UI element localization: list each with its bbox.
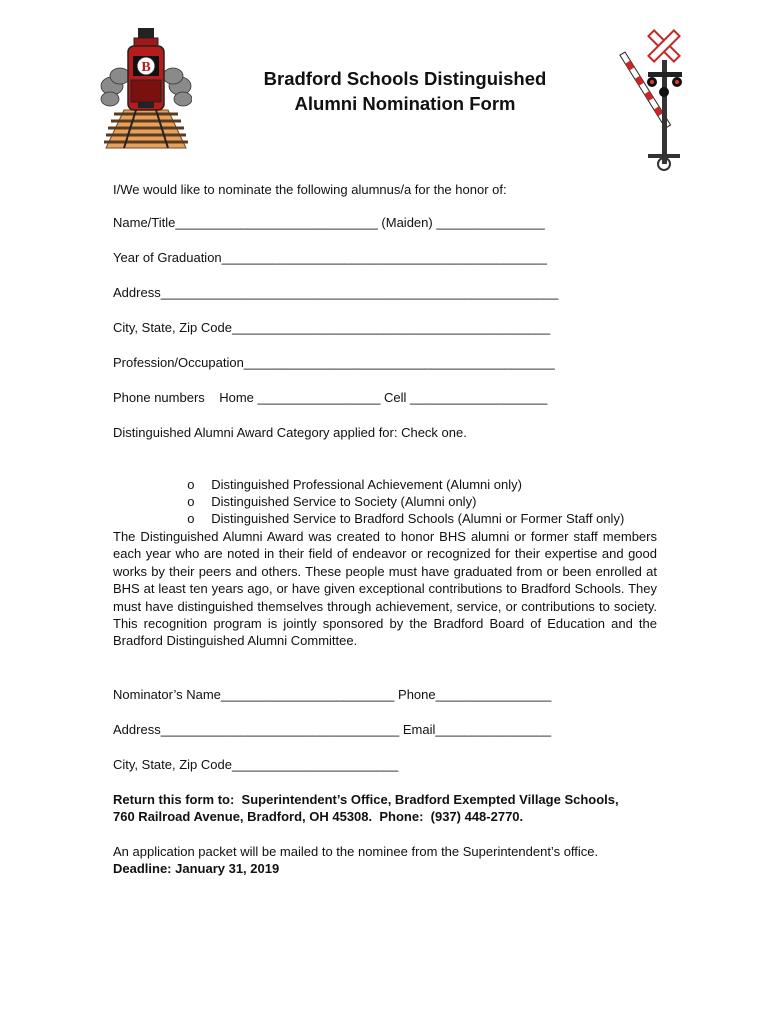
profession-field[interactable]: Profession/Occupation___________________________________________ (113, 355, 555, 370)
railroad-crossing-icon (588, 26, 698, 179)
checkbox-bullet[interactable]: o (187, 511, 195, 526)
nominator-name-phone-field[interactable]: Nominator’s Name________________________ Phone________________ (113, 687, 552, 702)
option-label: Distinguished Service to Society (Alumni only) (211, 494, 477, 509)
logo-letter: B (141, 60, 151, 75)
return-info-line-2: 760 Railroad Avenue, Bradford, OH 45308. Phone: (937) 448-2770. (113, 809, 524, 824)
year-graduation-field[interactable]: Year of Graduation_____________________________________________ (113, 250, 548, 265)
option-service-to-bradford[interactable] (180, 493, 624, 527)
nominator-city-state-zip-field[interactable]: City, State, Zip Code_______________________ (113, 757, 399, 772)
address-field[interactable]: Address_______________________________________________________ (113, 285, 559, 300)
checkbox-bullet[interactable]: o (187, 494, 195, 509)
title-line-1: Bradford Schools Distinguished (263, 68, 547, 89)
category-prompt: Distinguished Alumni Award Category applied for: Check one. (113, 425, 467, 440)
deadline: Deadline: January 31, 2019 (113, 861, 280, 876)
nominator-address-email-field[interactable]: Address_________________________________ Email________________ (113, 722, 552, 737)
award-description: The Distinguished Alumni Award was created to honor BHS alumni or former staff members each year who are noted in their field of endeavor or recognized for their expertise and good works by their peers and others. These people must have graduated from or been enrolled at BHS at least ten years ago, or have given exceptional contributions to Bradford Schools. They must have distinguished themselves through achievement, service, or contributions to society. This recognition program is jointly sponsored by the Bradford Board of Education and the Bradford Distinguished Alumni Committee. (113, 529, 657, 649)
packet-note: An application packet will be mailed to the nominee from the Superintendent’s office. (113, 844, 599, 859)
phone-numbers-field[interactable]: Phone numbers Home _________________ Cell ___________________ (113, 390, 548, 405)
return-info-line-1: Return this form to: Superintendent’s Office, Bradford Exempted Village Schools, (113, 792, 619, 807)
title-line-2: Alumni Nomination Form (294, 93, 516, 114)
crossbuck-icon (648, 30, 679, 61)
checkbox-bullet[interactable]: o (187, 477, 195, 492)
city-state-zip-field[interactable]: City, State, Zip Code____________________________________________ (113, 320, 551, 335)
intro-text: I/We would like to nominate the following alumnus/a for the honor of: (113, 182, 507, 197)
option-label: Distinguished Professional Achievement (Alumni only) (211, 477, 522, 492)
option-label: Distinguished Service to Bradford Schools (Alumni or Former Staff only) (211, 511, 625, 526)
name-title-field[interactable]: Name/Title____________________________ (Maiden) _______________ (113, 215, 545, 230)
